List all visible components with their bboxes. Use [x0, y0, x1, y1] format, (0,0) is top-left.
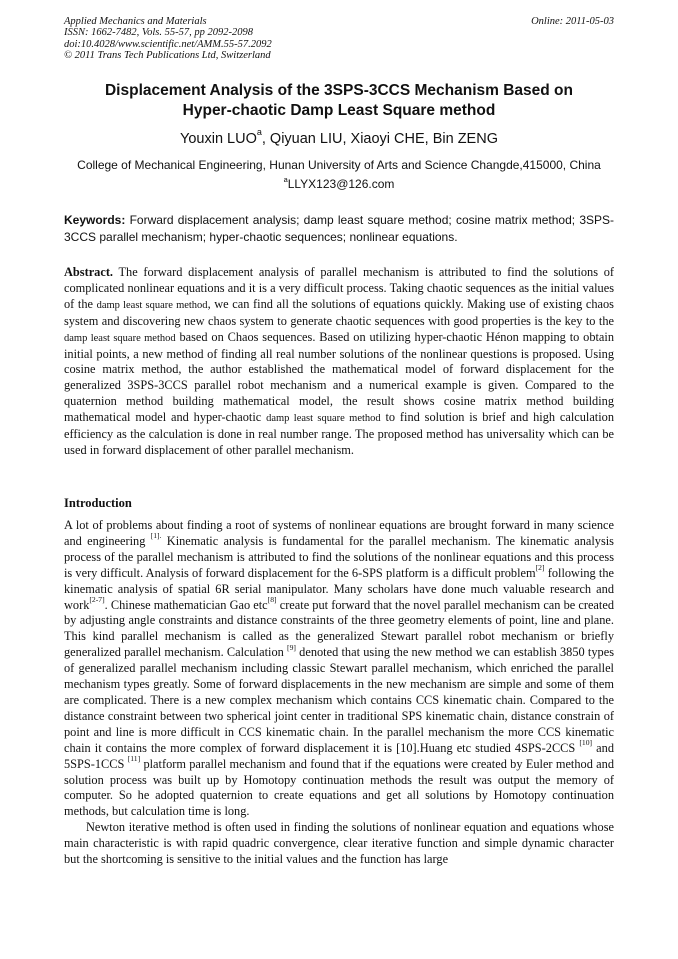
- author-rest: , Qiyuan LIU, Xiaoyi CHE, Bin ZENG: [261, 131, 498, 147]
- intro-text: create put forward that the novel parallel mechanism can be created by adjusting angle constraints and distance constraints of the three geometry elements of point, line and plane. This kind parallel mechanism is called as the generalized Stewart parallel robot mechanism or briefly generalized parallel mechanism. Calculation: [64, 597, 614, 660]
- author-list: [0, 127, 678, 147]
- abstract: [64, 265, 614, 459]
- doi-line: doi:10.4028/www.scientific.net/AMM.55-57.2092: [64, 38, 272, 50]
- affiliation: College of Mechanical Engineering, Hunan University of Arts and Science Changde,415000, China: [77, 158, 601, 172]
- abstract-term-1: damp least square method: [96, 299, 208, 311]
- email-sup: a: [283, 174, 288, 184]
- issn-line: ISSN: 1662-7482, Vols. 55-57, pp 2092-2098: [64, 27, 253, 39]
- abstract-text-1: The forward displacement analysis of parallel mechanism is attributed to find the solutions of complicated nonlinear equations and it is a very difficult process. Taking chaotic sequences as the initial values of the: [64, 265, 614, 311]
- keywords: [64, 212, 614, 245]
- citation-9: [9]: [287, 642, 296, 652]
- intro-paragraph-1: [64, 518, 614, 820]
- keywords-text: Forward displacement analysis; damp least square method; cosine matrix method; 3SPS-3CCS parallel mechanism; hyper-chaotic sequences; nonlinear equations.: [64, 213, 614, 244]
- abstract-term-3: damp least square method: [266, 413, 381, 425]
- author-first-sup: a: [256, 127, 262, 138]
- keywords-label: Keywords:: [64, 213, 126, 227]
- citation-10: [10]: [579, 738, 593, 748]
- journal-name: Applied Mechanics and Materials: [64, 16, 207, 27]
- citation-2: [2]: [535, 563, 545, 573]
- abstract-label: Abstract.: [64, 265, 114, 279]
- citation-8: [8]: [267, 594, 277, 604]
- introduction-body: [64, 518, 614, 868]
- intro-paragraph-2: Newton iterative method is often used in finding the solutions of nonlinear equation and equations whose main characteristic is with rapid quadric convergence, clear iterative function and simple dynamic character but the shortcoming is sensitive to the initial values and the function has large: [64, 820, 614, 867]
- citation-1: [1].: [150, 531, 162, 541]
- title-line-2: Hyper-chaotic Damp Least Square method: [182, 102, 496, 119]
- intro-text: A lot of problems about finding a root of systems of nonlinear equations are brought forward in many science and engineering: [64, 518, 614, 548]
- email-line: [0, 174, 678, 191]
- author-first: Youxin LUO: [180, 131, 257, 147]
- citation-2-7: [2-7]: [89, 594, 105, 604]
- citation-11: [11]: [127, 753, 141, 763]
- section-heading-introduction: Introduction: [64, 496, 132, 510]
- email-address: LLYX123@126.com: [287, 177, 395, 191]
- intro-text: following the kinematic analysis of spatial 6R serial manipulator. Many scholars have done much valuable research and work: [64, 565, 614, 612]
- intro-text: platform parallel mechanism and found that if the equations were created by Euler method and solution process was built up by Homotopy continuation methods the result was output the memory of computer. So he adopted quaternion to create equations and get all solutions by Homotopy continuation methods, but calculation time is long.: [64, 756, 614, 819]
- intro-text: Kinematic analysis is fundamental for the parallel mechanism. The kinematic analysis process of the parallel mechanism is attributed to find the solutions of the nonlinear equations and this process is very difficult. Analysis of forward displacement for the 6-SPS platform is a difficult problem: [64, 533, 614, 580]
- intro-text: denoted that using the new method we can establish 3850 types of generalized parallel mechanism including classic Stewart parallel mechanism, which enriched the parallel mechanism types greatly. Some of forward displacements in the new mechanism are simple and some of them are complicated. There is a new complex mechanism which contains CCS kinematic chain. Compared to the distance constraint between two spherical joint center in traditional SPS kinematic chain, distance constrain of point and line is more difficult in CCS kinematic chain. In the parallel mechanism the more CCS kinematic chain it contains the more complex of forward displacement it is [10].Huang etc studied 4SPS-2CCS: [64, 645, 614, 755]
- abstract-text-2: , we can find all the solutions of equations quickly. Making use of existing chaos system and discovering new chaos system to generate chaotic sequences with good properties is the key to the: [64, 296, 614, 328]
- title-line-1: Displacement Analysis of the 3SPS-3CCS Mechanism Based on: [104, 82, 573, 99]
- online-date: Online: 2011-05-03: [531, 16, 614, 27]
- abstract-text-4: to find solution is brief and high calculation efficiency as the calculation is done in real number range. The proposed method has universality which can be used in forward displacement of other parallel mechanism.: [64, 410, 615, 457]
- copyright-line: © 2011 Trans Tech Publications Ltd, Switzerland: [64, 50, 271, 62]
- journal-header: [64, 16, 614, 62]
- intro-text: and 5SPS-1CCS: [64, 740, 614, 771]
- abstract-text-3: based on Chaos sequences. Based on utilizing hyper-chaotic Hénon mapping to obtain initial points, a new method of finding all real number solutions of the nonlinear questions is proposed. Using cosine matrix method, the author established the mathematical model of forward displacement for the generalized 3SPS-3CCS parallel robot mechanism and a numerical example is given. Compared to the quaternion method building mathematical model, the result shows cosine matrix method building mathematical model and hyper-chaotic: [64, 329, 614, 425]
- abstract-term-2: damp least square method: [64, 332, 176, 344]
- paper-title: [64, 81, 614, 121]
- intro-text: . Chinese mathematician Gao etc: [104, 597, 268, 612]
